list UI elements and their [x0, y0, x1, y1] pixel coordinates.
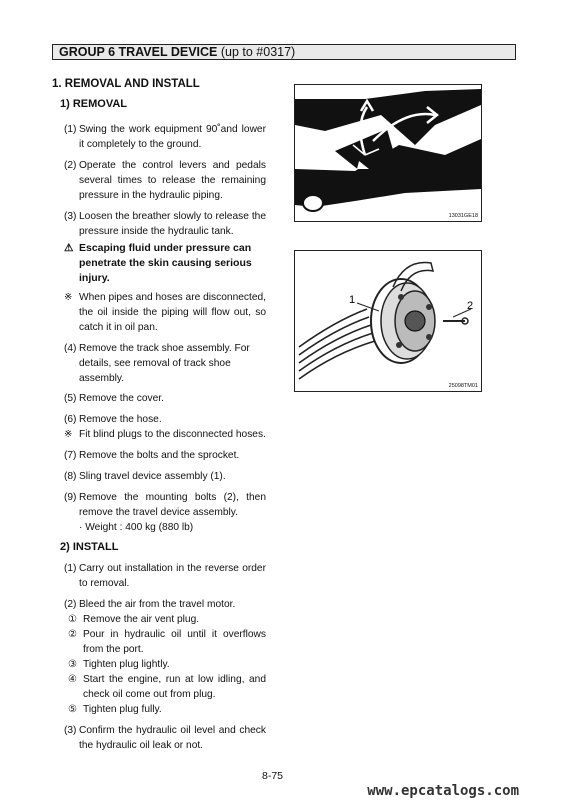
list-item: (2) Bleed the air from the travel motor.: [64, 599, 236, 610]
list-item: ※ When pipes and hoses are disconnected, the oil inside the piping will flow out, so catch it in oil pan.: [64, 292, 266, 333]
removal-steps-a: [64, 122, 266, 239]
list-item: (1) Swing the work equipment 90˚and lower it completely to the ground.: [64, 124, 266, 150]
group-header: [52, 44, 516, 60]
group-title: GROUP 6 TRAVEL DEVICE: [59, 45, 218, 59]
list-item: (1) Carry out installation in the reverse order to removal.: [64, 563, 266, 589]
warning-icon: ⚠: [64, 242, 74, 254]
figure-caption: 13031GE18: [448, 213, 478, 219]
install-title: 2) INSTALL: [60, 541, 119, 553]
figure-caption: 25098TM01: [448, 383, 478, 389]
list-item: (4) Remove the track shoe assembly. For details, see removal of track shoe assembly.: [64, 343, 250, 384]
removal-title: 1) REMOVAL: [60, 98, 128, 110]
list-item: ③ Tighten plug lightly.: [68, 659, 170, 670]
list-item: (8) Sling travel device assembly (1).: [64, 471, 226, 482]
list-item: · Weight : 400 kg (880 lb): [79, 522, 194, 533]
group-suffix: (up to #0317): [220, 45, 296, 59]
page-number: 8-75: [262, 770, 284, 782]
list-item: ② Pour in hydraulic oil until it overflows from the port.: [68, 629, 266, 655]
section-title: 1. REMOVAL AND INSTALL: [52, 78, 200, 90]
list-item: ① Remove the air vent plug.: [68, 614, 200, 625]
watermark: www.epcatalogs.com: [367, 783, 519, 799]
list-item: (3) Confirm the hydraulic oil level and check the hydraulic oil leak or not.: [64, 725, 266, 751]
list-item: ④ Start the engine, run at low idling, and check oil come out from plug.: [68, 674, 266, 700]
figure-boom-lowering: [294, 84, 482, 222]
warning-box: [64, 241, 268, 286]
callout-2: 2: [467, 300, 474, 312]
list-item: (2) Operate the control levers and pedals several times to release the remaining pressure in the hydraulic piping.: [64, 160, 266, 201]
list-item: (6) Remove the hose.: [64, 414, 162, 425]
callout-1: 1: [349, 294, 356, 306]
install-steps: [64, 561, 266, 753]
travel-device-illustration: [295, 251, 481, 391]
boom-illustration: [295, 85, 481, 221]
list-item: (3) Loosen the breather slowly to release the pressure inside the hydraulic tank.: [64, 211, 266, 237]
list-item: (7) Remove the bolts and the sprocket.: [64, 450, 240, 461]
warning-text: Escaping fluid under pressure can penetrate the skin causing serious injury.: [79, 242, 252, 284]
list-item: ⑤ Tighten plug fully.: [68, 704, 162, 715]
list-item: (5) Remove the cover.: [64, 393, 164, 404]
removal-steps-b: [64, 290, 266, 535]
list-item: (9) Remove the mounting bolts (2), then remove the travel device assembly.: [64, 492, 266, 518]
list-item: ※ Fit blind plugs to the disconnected hoses.: [64, 429, 266, 440]
figure-travel-device: [294, 250, 482, 392]
